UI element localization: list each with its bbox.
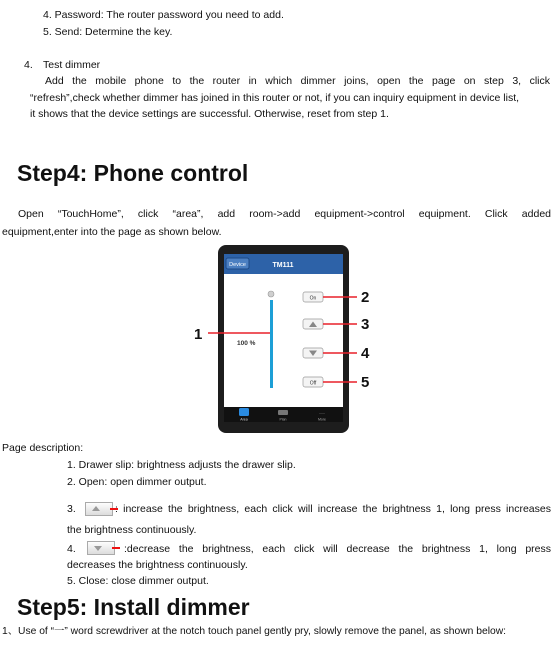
more-tab-icon: ··· <box>319 411 325 417</box>
description-item-3-text: : increase the brightness, each click will increase the brightness 1, long press increases <box>115 503 551 515</box>
back-button-label: Device <box>229 262 246 268</box>
list-item-send: 5. Send: Determine the key. <box>43 26 173 38</box>
plan-tab-icon <box>278 410 288 415</box>
tab-plan-label: Plan <box>279 417 287 422</box>
step5-line-1: 1、Use of “一” word screwdriver at the notch touch panel gently pry, slowly remove the panel, as shown below: <box>2 626 507 637</box>
description-item-3-continued: the brightness continuously. <box>67 524 197 536</box>
test-dimmer-number: 4. <box>24 59 33 71</box>
description-item-4-continued: decreases the brightness continuously. <box>67 559 248 571</box>
off-button-label: Off <box>309 380 317 387</box>
test-dimmer-title: Test dimmer <box>43 59 101 71</box>
step4-heading: Step4: Phone control <box>17 160 249 186</box>
increase-button-icon <box>85 502 113 516</box>
callout-number-3: 3 <box>361 316 370 333</box>
area-tab-icon <box>239 408 249 416</box>
list-item-password: 4. Password: The router password you need to add. <box>43 9 284 21</box>
phone-screen <box>224 254 343 422</box>
test-dimmer-body-line3: it shows that the device settings are successful. Otherwise, reset from step 1. <box>30 108 389 120</box>
decrease-button-icon <box>87 541 115 555</box>
test-dimmer-body-line2: “refresh”,check whether dimmer has joined in this router or not, if you can inquiry equipment in device list, <box>30 92 520 104</box>
test-dimmer-body-line1: Add the mobile phone to the router in which dimmer joins, open the page on step 3, click <box>45 75 550 87</box>
callout-number-4: 4 <box>361 345 370 362</box>
step5-heading: Step5: Install dimmer <box>17 594 250 620</box>
description-item-4-text: :decrease the brightness, each click will decrease the brightness 1, long press <box>124 543 551 555</box>
description-item-3-number: 3. <box>67 503 76 515</box>
callout-number-5: 5 <box>361 374 370 391</box>
description-item-5: 5. Close: close dimmer output. <box>67 575 209 587</box>
description-item-2: 2. Open: open dimmer output. <box>67 476 207 488</box>
tab-more-label: More <box>318 417 326 422</box>
callout-number-1: 1 <box>194 326 203 343</box>
slider-handle[interactable] <box>268 291 274 297</box>
callout-number-2: 2 <box>361 289 370 306</box>
brightness-slider[interactable] <box>270 300 273 388</box>
step4-paragraph-line2: equipment,enter into the page as shown below. <box>2 226 222 238</box>
page-description-label: Page description: <box>2 442 84 454</box>
description-item-1: 1. Drawer slip: brightness adjusts the drawer slip. <box>67 459 296 471</box>
screen-title: TM111 <box>272 262 294 269</box>
phone-illustration <box>192 244 382 436</box>
description-item-4-number: 4. <box>67 543 76 555</box>
brightness-percent: 100 % <box>237 340 256 347</box>
on-button-label: On <box>309 295 317 302</box>
tab-area-label: Area <box>240 417 248 422</box>
step4-paragraph-line1: Open “TouchHome”, click “area”, add room->add equipment->control equipment. Click added <box>18 208 551 220</box>
